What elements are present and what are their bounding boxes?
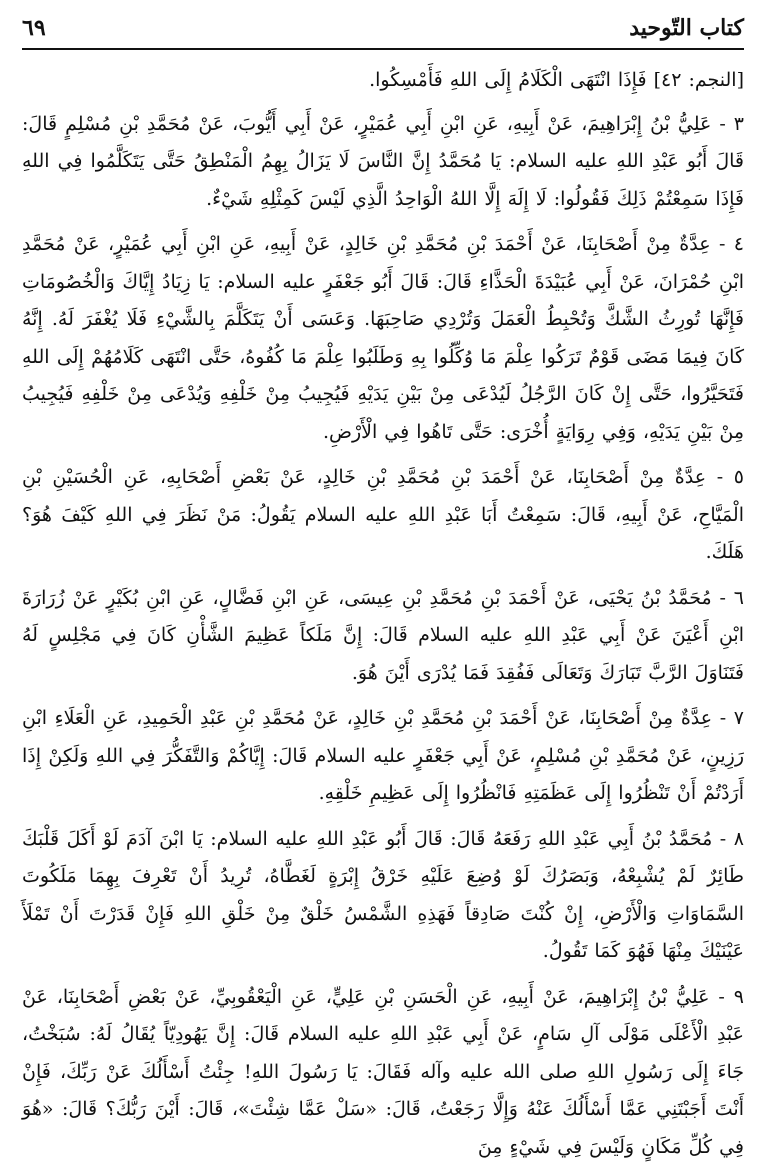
body-text bbox=[22, 62, 744, 1109]
hadith-6: ٦ - مُحَمَّدُ بْنُ يَحْيَى، عَنْ أَحْمَدَ بْنِ مُحَمَّدِ بْنِ عِيسَى، عَنِ ابْنِ فَضَّالٍ، عَنِ ابْنِ بُكَيْرٍ عَنْ زُرَارَةَ ابْنِ أَعْيَنَ عَنْ أَبِي عَبْدِ اللهِ عليه السلام قَالَ: إِنَّ مَلَكاً عَظِيمَ الشَّأْنِ كَانَ فِي مَجْلِسٍ لَهُ فَتَنَاوَلَ الرَّبَّ تَبَارَكَ وَتَعَالَى فَفُقِدَ فَمَا يُدْرَى أَيْنَ هُوَ. bbox=[22, 580, 744, 693]
book-title: كتاب التّوحيد bbox=[629, 15, 744, 41]
hadith-3: ٣ - عَلِيُّ بْنُ إِبْرَاهِيمَ، عَنْ أَبِيهِ، عَنِ ابْنِ أَبِي عُمَيْرٍ، عَنْ أَبِي أَيُّوبَ، عَنْ مُحَمَّدِ بْنِ مُسْلِمٍ قَالَ: قَالَ أَبُو عَبْدِ اللهِ عليه السلام: يَا مُحَمَّدُ إِنَّ النَّاسَ لَا يَزَالُ بِهِمُ الْمَنْطِقُ حَتَّى يَتَكَلَّمُوا فِي اللهِ فَإِذَا سَمِعْتُمْ ذَلِكَ فَقُولُوا: لَا إِلَهَ إِلَّا اللهُ الْوَاحِدُ الَّذِي لَيْسَ كَمِثْلِهِ شَيْءٌ. bbox=[22, 106, 744, 219]
verse-reference-paragraph: [النجم: ٤٢] فَإِذَا انْتَهَى الْكَلَامُ إِلَى اللهِ فَأَمْسِكُوا. bbox=[22, 62, 744, 100]
hadith-8: ٨ - مُحَمَّدُ بْنُ أَبِي عَبْدِ اللهِ رَفَعَهُ قَالَ: قَالَ أَبُو عَبْدِ اللهِ عليه السلام: يَا ابْنَ آدَمَ لَوْ أَكَلَ قَلْبَكَ طَائِرٌ لَمْ يُشْبِعْهُ، وَبَصَرُكَ لَوْ وُضِعَ عَلَيْهِ خَرْقُ إِبْرَةٍ لَغَطَّاهُ، تُرِيدُ أَنْ تَعْرِفَ بِهِمَا مَلَكُوتَ السَّمَاوَاتِ وَالْأَرْضِ، إِنْ كُنْتَ صَادِقاً فَهَذِهِ الشَّمْسُ خَلْقٌ مِنْ خَلْقِ اللهِ فَإِنْ قَدَرْتَ أَنْ تَمْلَأَ عَيْنَيْكَ مِنْهَا فَهُوَ كَمَا تَقُولُ. bbox=[22, 821, 744, 971]
hadith-5: ٥ - عِدَّةٌ مِنْ أَصْحَابِنَا، عَنْ أَحْمَدَ بْنِ مُحَمَّدِ بْنِ خَالِدٍ، عَنْ بَعْضِ أَصْحَابِهِ، عَنِ الْحُسَيْنِ بْنِ الْمَيَّاحِ، عَنْ أَبِيهِ، قَالَ: سَمِعْتُ أَبَا عَبْدِ اللهِ عليه السلام يَقُولُ: مَنْ نَظَرَ فِي اللهِ كَيْفَ هُوَ؟ هَلَكَ. bbox=[22, 459, 744, 572]
hadith-7: ٧ - عِدَّةٌ مِنْ أَصْحَابِنَا، عَنْ أَحْمَدَ بْنِ مُحَمَّدِ بْنِ خَالِدٍ، عَنْ مُحَمَّدِ بْنِ عَبْدِ الْحَمِيدِ، عَنِ الْعَلَاءِ ابْنِ رَزِينٍ، عَنْ مُحَمَّدِ بْنِ مُسْلِمٍ، عَنْ أَبِي جَعْفَرٍ عليه السلام قَالَ: إِيَّاكُمْ وَالتَّفَكُّرَ فِي اللهِ وَلَكِنْ إِذَا أَرَدْتُمْ أَنْ تَنْظُرُوا إِلَى عَظَمَتِهِ فَانْظُرُوا إِلَى عَظِيمِ خَلْقِهِ. bbox=[22, 700, 744, 813]
hadith-4: ٤ - عِدَّةٌ مِنْ أَصْحَابِنَا، عَنْ أَحْمَدَ بْنِ مُحَمَّدِ بْنِ خَالِدٍ، عَنْ أَبِيهِ، عَنِ ابْنِ أَبِي عُمَيْرٍ، عَنْ مُحَمَّدِ ابْنِ حُمْرَانَ، عَنْ أَبِي عُبَيْدَةَ الْحَذَّاءِ قَالَ: قَالَ أَبُو جَعْفَرٍ عليه السلام: يَا زِيَادُ إِيَّاكَ وَالْخُصُومَاتِ فَإِنَّهَا تُورِثُ الشَّكَّ وَتُحْبِطُ الْعَمَلَ وَتُرْدِي صَاحِبَهَا. وَعَسَى أَنْ يَتَكَلَّمَ بِالشَّيْءِ فَلَا يُغْفَرَ لَهُ. إِنَّهُ كَانَ فِيمَا مَضَى قَوْمٌ تَرَكُوا عِلْمَ مَا وُكِّلُوا بِهِ وَطَلَبُوا عِلْمَ مَا كُفُوهُ، حَتَّى انْتَهَى كَلَامُهُمْ إِلَى اللهِ فَتَحَيَّرُوا، حَتَّى إِنْ كَانَ الرَّجُلُ لَيُدْعَى مِنْ بَيْنِ يَدَيْهِ فَيُجِيبُ مِنْ خَلْفِهِ وَيُدْعَى مِنْ خَلْفِهِ فَيُجِيبُ مِنْ بَيْنِ يَدَيْهِ، وَفِي رِوَايَةٍ أُخْرَى: حَتَّى تَاهُوا فِي الْأَرْضِ. bbox=[22, 226, 744, 451]
page-number: ٦٩ bbox=[22, 15, 46, 41]
page-header bbox=[22, 8, 744, 50]
hadith-9: ٩ - عَلِيُّ بْنُ إِبْرَاهِيمَ، عَنْ أَبِيهِ، عَنِ الْحَسَنِ بْنِ عَلِيٍّ، عَنِ الْيَعْقُوبِيِّ، عَنْ بَعْضِ أَصْحَابِنَا، عَنْ عَبْدِ الْأَعْلَى مَوْلَى آلِ سَامٍ، عَنْ أَبِي عَبْدِ اللهِ عليه السلام قَالَ: إِنَّ يَهُودِيّاً يُقَالُ لَهُ: سُبَخْتُ، جَاءَ إِلَى رَسُولِ اللهِ صلى الله عليه وآله فَقَالَ: يَا رَسُولَ اللهِ! جِئْتُ أَسْأَلُكَ عَنْ رَبِّكَ، فَإِنْ أَنْتَ أَجَبْتَنِي عَمَّا أَسْأَلُكَ عَنْهُ وَإِلَّا رَجَعْتُ، قَالَ: «سَلْ عَمَّا شِئْتَ»، قَالَ: أَيْنَ رَبُّكَ؟ قَالَ: «هُوَ فِي كُلِّ مَكَانٍ وَلَيْسَ فِي شَيْءٍ مِنَ bbox=[22, 979, 744, 1166]
